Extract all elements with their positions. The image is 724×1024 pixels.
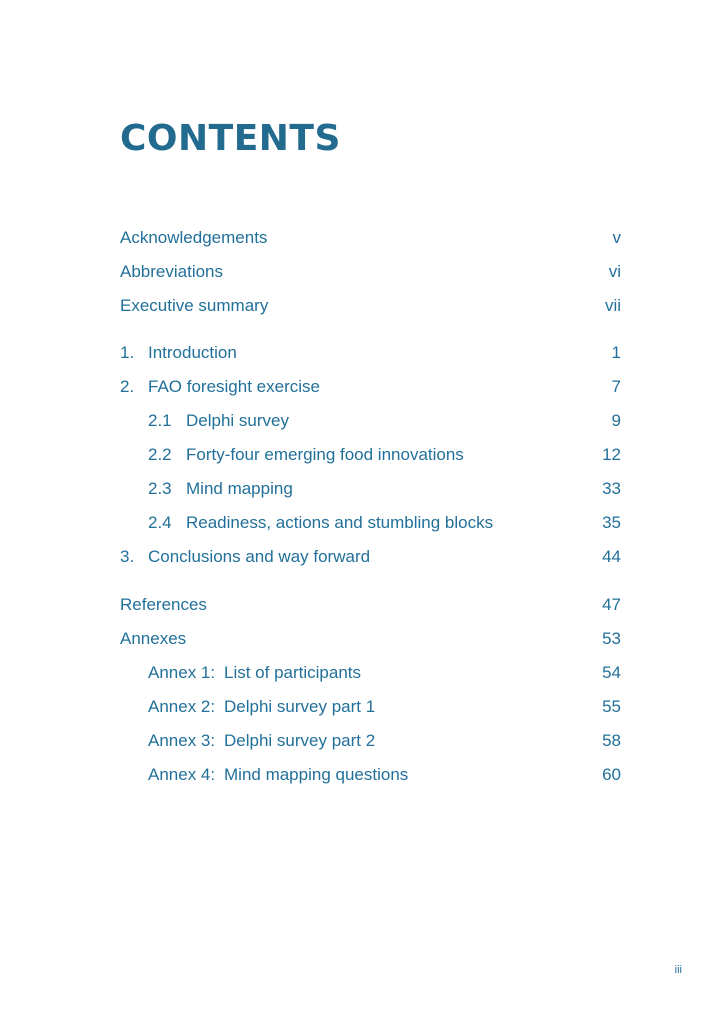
toc-entry-number: Annex 1: — [148, 663, 216, 682]
toc-entry-page: 53 — [602, 629, 621, 648]
toc-entry-acknowledgements[interactable] — [120, 226, 621, 250]
toc-entry-annex-3[interactable] — [120, 729, 621, 753]
toc-entry-page: 7 — [611, 377, 621, 396]
toc-entry-label: Introduction — [148, 343, 237, 362]
toc-entry-number: 2.4 — [148, 513, 172, 532]
toc-entry-number: 2. — [120, 377, 135, 396]
toc-entry-annexes[interactable] — [120, 627, 621, 651]
toc-entry-page: v — [612, 228, 621, 247]
toc-entry-page: 1 — [611, 343, 621, 362]
toc-entry-page: vi — [608, 262, 621, 281]
toc-entry-label: List of participants — [224, 663, 362, 682]
toc-entry-page: 47 — [602, 595, 621, 614]
toc-entry-page: 33 — [602, 479, 621, 498]
page-number: iii — [674, 964, 682, 976]
toc-entry-readiness[interactable] — [120, 511, 621, 535]
toc-entry-number: Annex 4: — [148, 765, 216, 784]
toc-entry-label: Delphi survey — [186, 411, 289, 430]
toc-entry-number: 1. — [120, 343, 135, 362]
toc-entry-label: Readiness, actions and stumbling blocks — [186, 513, 494, 532]
toc-entry-introduction[interactable] — [120, 341, 621, 365]
toc-entry-number: 2.2 — [148, 445, 172, 464]
toc-entry-number: Annex 2: — [148, 697, 216, 716]
toc-entry-label: Annexes — [120, 629, 187, 648]
toc-entry-number: 2.3 — [148, 479, 172, 498]
page-title: CONTENTS — [120, 118, 341, 159]
toc-entry-annex-4[interactable] — [120, 763, 621, 787]
toc-entry-delphi-survey[interactable] — [120, 409, 621, 433]
toc-entry-label: Delphi survey part 1 — [224, 697, 376, 716]
toc-entry-page: 35 — [602, 513, 621, 532]
toc-entry-page: 12 — [602, 445, 621, 464]
toc-entry-page: 58 — [602, 731, 621, 750]
toc-entry-label: References — [120, 595, 207, 614]
toc-entry-label: Delphi survey part 2 — [224, 731, 376, 750]
toc-entry-references[interactable] — [120, 593, 621, 617]
toc-entry-annex-1[interactable] — [120, 661, 621, 685]
toc-entry-executive-summary[interactable] — [120, 294, 621, 318]
toc-entry-food-innovations[interactable] — [120, 443, 621, 467]
toc-entry-page: 54 — [602, 663, 621, 682]
toc-entry-fao-foresight-exercise[interactable] — [120, 375, 621, 399]
toc-entry-number: 2.1 — [148, 411, 172, 430]
toc-entry-label: Conclusions and way forward — [148, 547, 371, 566]
toc-entry-page: 44 — [602, 547, 621, 566]
toc-entry-conclusions[interactable] — [120, 545, 621, 569]
toc-entry-label: Executive summary — [120, 296, 269, 315]
toc-entry-abbreviations[interactable] — [120, 260, 621, 284]
toc-entry-page: 9 — [611, 411, 621, 430]
toc-entry-label: FAO foresight exercise — [148, 377, 320, 396]
toc-entry-label: Abbreviations — [120, 262, 224, 281]
toc-entry-mind-mapping[interactable] — [120, 477, 621, 501]
toc-entry-annex-2[interactable] — [120, 695, 621, 719]
toc-entry-label: Forty-four emerging food innovations — [186, 445, 464, 464]
toc-entry-number: 3. — [120, 547, 135, 566]
toc-entry-label: Mind mapping questions — [224, 765, 409, 784]
toc-entry-label: Acknowledgements — [120, 228, 268, 247]
toc-entry-page: vii — [604, 296, 621, 315]
toc-entry-label: Mind mapping — [186, 479, 293, 498]
toc-entry-page: 60 — [602, 765, 621, 784]
toc-entry-number: Annex 3: — [148, 731, 216, 750]
toc-entry-page: 55 — [602, 697, 621, 716]
